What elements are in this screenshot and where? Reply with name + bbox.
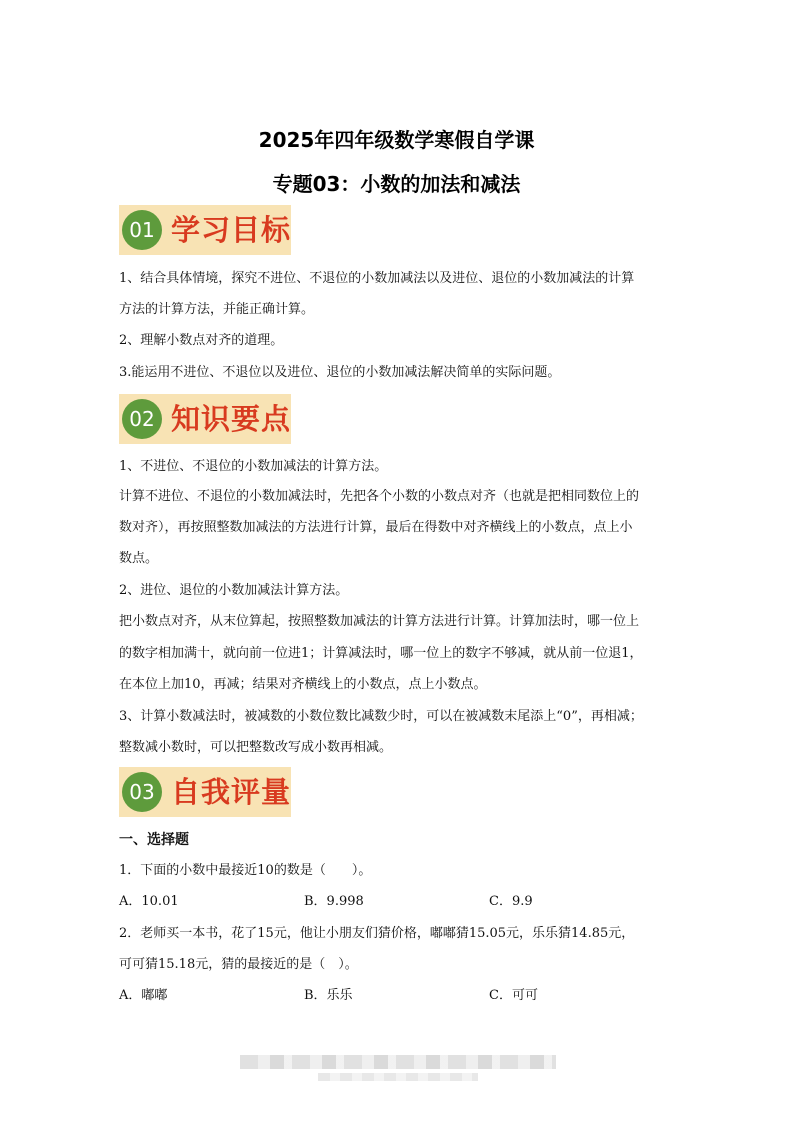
question-1-stem: 1．下面的小数中最接近10的数是（ ）。 <box>119 863 372 878</box>
goal-line: 方法的计算方法，并能正确计算。 <box>119 302 315 317</box>
knowledge-line: 把小数点对齐，从末位算起，按照整数加减法的计算方法进行计算。计算加法时，哪一位上 <box>119 614 640 629</box>
knowledge-line: 3、计算小数减法时，被减数的小数位数比减数少时，可以在被减数末尾添上“0”，再相减； <box>119 709 643 724</box>
knowledge-line: 1、不进位、不退位的小数加减法的计算方法。 <box>119 459 388 474</box>
knowledge-line: 数点。 <box>119 551 159 566</box>
question-1-option-a: A．10.01 <box>119 894 179 909</box>
goal-line: 3.能运用不进位、不退位以及进位、退位的小数加减法解决简单的实际问题。 <box>119 365 561 380</box>
section-number-badge: 03 <box>122 772 162 812</box>
knowledge-line: 在本位上加10，再减；结果对齐横线上的小数点，点上小数点。 <box>119 677 487 692</box>
goal-line: 2、理解小数点对齐的道理。 <box>119 333 284 348</box>
page-subtitle: 专题03：小数的加法和减法 <box>272 172 521 196</box>
section-title: 学习目标 <box>171 213 292 247</box>
question-2-option-b: B．乐乐 <box>304 988 353 1003</box>
section-number-badge: 01 <box>122 210 162 250</box>
knowledge-line: 数对齐），再按照整数加减法的方法进行计算，最后在得数中对齐横线上的小数点，点上小 <box>119 520 633 535</box>
knowledge-line: 的数字相加满十，就向前一位进1；计算减法时，哪一位上的数字不够减，就从前一位退1， <box>119 646 643 661</box>
page-title: 2025年四年级数学寒假自学课 <box>258 128 535 152</box>
goal-line: 1、结合具体情境，探究不进位、不退位的小数加减法以及进位、退位的小数加减法的计算 <box>119 271 635 286</box>
knowledge-line: 2、进位、退位的小数加减法计算方法。 <box>119 583 349 598</box>
question-1-option-b: B．9.998 <box>304 894 364 909</box>
knowledge-line: 整数减小数时，可以把整数改写成小数再相减。 <box>119 740 393 755</box>
blurred-footer-watermark <box>240 1055 556 1069</box>
section-title: 知识要点 <box>171 402 292 436</box>
section-number-badge: 02 <box>122 399 162 439</box>
question-2-option-c: C．可可 <box>489 988 538 1003</box>
question-2-stem-cont: 可可猜15.18元，猜的最接近的是（ ）。 <box>119 957 358 972</box>
blurred-footer-watermark <box>318 1073 478 1081</box>
question-2-stem: 2．老师买一本书，花了15元，他让小朋友们猜价格，嘟嘟猜15.05元，乐乐猜14.85元， <box>119 926 635 941</box>
knowledge-line: 计算不进位、不退位的小数加减法时，先把各个小数的小数点对齐（也就是把相同数位上的 <box>119 489 640 504</box>
question-1-option-c: C．9.9 <box>489 894 533 909</box>
section-banner-quiz <box>119 767 291 817</box>
quiz-heading: 一、选择题 <box>119 832 189 848</box>
section-title: 自我评量 <box>171 775 292 809</box>
section-banner-goals <box>119 205 291 255</box>
question-2-option-a: A．嘟嘟 <box>119 988 168 1003</box>
section-banner-knowledge <box>119 394 291 444</box>
